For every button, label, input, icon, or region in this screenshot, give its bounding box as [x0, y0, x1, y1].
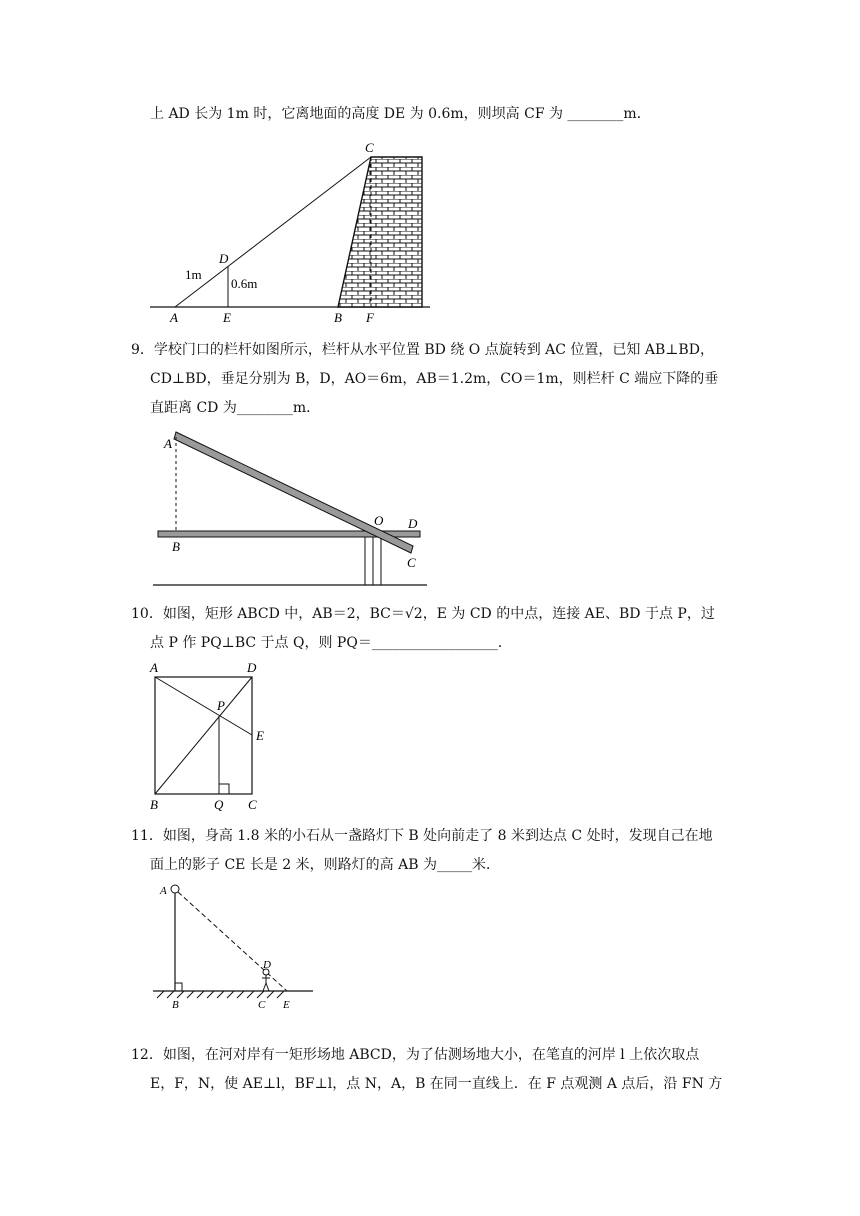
q12-text-line-2: E，F，N，使 AE⊥l，BF⊥l，点 N，A，B 在同一直线上．在 F 点观测 A 点后，沿 FN 方	[150, 1076, 723, 1092]
q10-diagonal-bd	[155, 677, 252, 794]
q11-ground-hatching	[157, 991, 284, 998]
q8-dam-figure	[145, 135, 435, 325]
q10-segment-ae	[155, 677, 252, 735]
q10-label-e: E	[256, 728, 264, 743]
q8-label-ad-length: 1m	[185, 267, 202, 282]
q8-dam-wall	[338, 157, 422, 307]
q11-lamp-a	[171, 885, 179, 893]
q9-barrier-figure	[145, 425, 435, 590]
q8-label-e: E	[223, 310, 231, 325]
q8-slope-ac	[175, 157, 371, 307]
q10-label-b: B	[150, 797, 158, 812]
q8-label-a: A	[170, 310, 178, 325]
q11-label-c: C	[258, 999, 266, 1011]
q9-label-d: D	[408, 516, 418, 531]
q10-label-p: P	[217, 698, 225, 713]
q9-text-line-1: 9．学校门口的栏杆如图所示，栏杆从水平位置 BD 绕 O 点旋转到 AC 位置，已知 AB⊥BD，	[131, 342, 714, 358]
q11-text-line-1: 11．如图，身高 1.8 米的小石从一盏路灯下 B 处向前走了 8 米到达点 C 处时，发现自己在地	[131, 828, 713, 844]
q10-label-c: C	[248, 797, 257, 812]
q11-person-cd	[262, 969, 270, 991]
q9-label-o: O	[374, 513, 384, 528]
q10-label-d: D	[247, 660, 257, 675]
q9-text-line-3: 直距离 CD 为________m．	[150, 400, 321, 416]
q8-label-de-length: 0.6m	[231, 276, 258, 291]
q8-text-line: 上 AD 长为 1m 时，它离地面的高度 DE 为 0.6m，则坝高 CF 为 ________m．	[150, 106, 651, 122]
q9-text-line-2: CD⊥BD，垂足分别为 B，D，AO＝6m，AB＝1.2m，CO＝1m，则栏杆 C 端应下降的垂	[150, 371, 719, 387]
q9-label-b: B	[172, 539, 180, 554]
q11-label-a: A	[160, 885, 167, 897]
q11-streetlight-figure	[145, 880, 320, 1015]
q11-label-b: B	[172, 999, 179, 1011]
q10-label-q: Q	[214, 797, 224, 812]
q9-label-c: C	[407, 555, 416, 570]
q10-rectangle-figure	[145, 658, 275, 813]
q10-right-angle-mark	[219, 784, 229, 794]
q10-label-a: A	[150, 660, 158, 675]
q11-right-angle-b	[175, 983, 182, 991]
q8-label-d: D	[219, 251, 229, 266]
q10-text-line-1: 10．如图，矩形 ABCD 中，AB＝2，BC＝√2，E 为 CD 的中点，连接 AE、BD 于点 P，过	[131, 606, 715, 622]
q11-label-d: D	[263, 959, 271, 971]
q8-label-f: F	[366, 310, 374, 325]
q11-label-e: E	[283, 999, 290, 1011]
q8-label-c: C	[365, 140, 374, 155]
q12-text-line-1: 12．如图，在河对岸有一矩形场地 ABCD，为了估测场地大小，在笔直的河岸 l 上依次取点	[131, 1047, 700, 1063]
q9-label-a: A	[164, 436, 172, 451]
q10-text-line-2: 点 P 作 PQ⊥BC 于点 Q，则 PQ＝__________________．	[150, 635, 512, 651]
q11-text-line-2: 面上的影子 CE 长是 2 米，则路灯的高 AB 为_____米．	[150, 857, 500, 873]
q11-light-ray-ae	[178, 892, 287, 991]
q8-label-b: B	[334, 310, 342, 325]
